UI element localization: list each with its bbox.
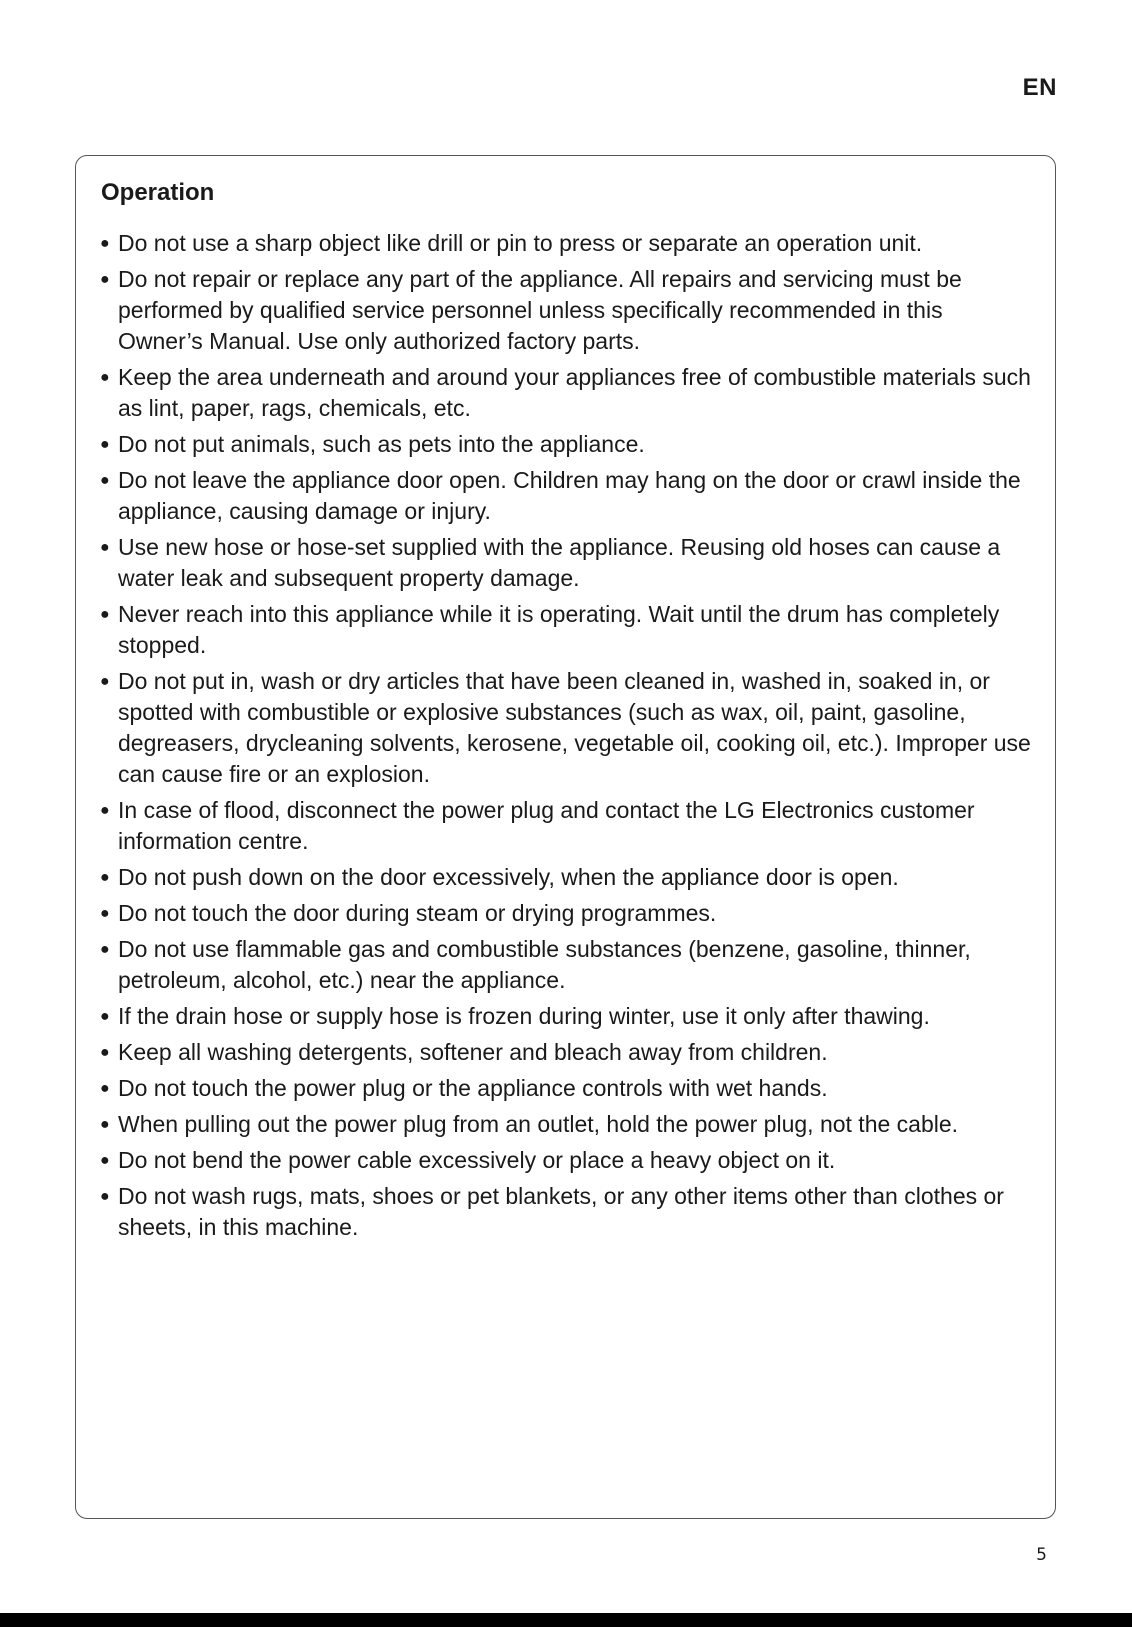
- list-item: [98, 1145, 1033, 1176]
- list-item-text: Do not touch the door during steam or drying programmes.: [118, 900, 717, 926]
- bullet-icon: ●: [100, 1044, 110, 1061]
- list-item-text: Do not put in, wash or dry articles that have been cleaned in, washed in, soaked in, or spotted with combustible or explosive substances (such as wax, oil, paint, gasoline, degreasers, drycleaning solvents, kerosene, vegetable oil, cooking oil, etc.). Improper use can cause fire or an explosion.: [118, 668, 1031, 787]
- bullet-icon: ●: [100, 369, 110, 386]
- operation-section: [75, 155, 1056, 1519]
- list-item: [98, 362, 1033, 424]
- list-item-text: Never reach into this appliance while it is operating. Wait until the drum has completely stopped.: [118, 601, 1000, 658]
- list-item-text: When pulling out the power plug from an outlet, hold the power plug, not the cable.: [118, 1111, 959, 1137]
- list-item-text: Do not touch the power plug or the appliance controls with wet hands.: [118, 1075, 828, 1101]
- bullet-icon: ●: [100, 941, 110, 958]
- list-item-text: Use new hose or hose-set supplied with the appliance. Reusing old hoses can cause a water leak and subsequent property damage.: [118, 534, 1001, 591]
- list-item: [98, 429, 1033, 460]
- bullet-icon: ●: [100, 472, 110, 489]
- bullet-icon: ●: [100, 1152, 110, 1169]
- bullet-icon: ●: [100, 235, 110, 252]
- list-item-text: If the drain hose or supply hose is frozen during winter, use it only after thawing.: [118, 1003, 930, 1029]
- list-item-text: Do not use flammable gas and combustible substances (benzene, gasoline, thinner, petroleum, alcohol, etc.) near the appliance.: [118, 936, 971, 993]
- bullet-icon: ●: [100, 606, 110, 623]
- section-title: Operation: [101, 179, 215, 206]
- bullet-icon: ●: [100, 1008, 110, 1025]
- list-item: [98, 795, 1033, 857]
- list-item: [98, 934, 1033, 996]
- list-item: [98, 1181, 1033, 1243]
- list-item-text: Do not wash rugs, mats, shoes or pet blankets, or any other items other than clothes or sheets, in this machine.: [118, 1183, 1004, 1240]
- list-item: [98, 1073, 1033, 1104]
- list-item: [98, 862, 1033, 893]
- language-label: EN: [1022, 74, 1057, 101]
- list-item-text: Do not use a sharp object like drill or pin to press or separate an operation unit.: [118, 230, 923, 256]
- list-item-text: Do not bend the power cable excessively or place a heavy object on it.: [118, 1147, 836, 1173]
- list-item: [98, 228, 1033, 259]
- list-item-text: Do not put animals, such as pets into the appliance.: [118, 431, 645, 457]
- list-item: [98, 465, 1033, 527]
- list-item: [98, 666, 1033, 790]
- bullet-icon: ●: [100, 1116, 110, 1133]
- list-item: [98, 264, 1033, 357]
- list-item-text: Do not repair or replace any part of the appliance. All repairs and servicing must be performed by qualified service personnel unless specifically recommended in this Owner’s Manual. Use only authorized factory parts.: [118, 266, 962, 354]
- bullet-icon: ●: [100, 802, 110, 819]
- bottom-divider: [0, 1613, 1132, 1627]
- bullet-icon: ●: [100, 539, 110, 556]
- list-item-text: In case of flood, disconnect the power plug and contact the LG Electronics customer information centre.: [118, 797, 975, 854]
- list-item-text: Do not leave the appliance door open. Children may hang on the door or crawl inside the appliance, causing damage or injury.: [118, 467, 1021, 524]
- list-item: [98, 532, 1033, 594]
- list-item-text: Keep the area underneath and around your appliances free of combustible materials such as lint, paper, rags, chemicals, etc.: [118, 364, 1031, 421]
- list-item: [98, 1109, 1033, 1140]
- list-item-text: Keep all washing detergents, softener and bleach away from children.: [118, 1039, 828, 1065]
- bullet-icon: ●: [100, 271, 110, 288]
- bullet-icon: ●: [100, 1188, 110, 1205]
- list-item-text: Do not push down on the door excessively, when the appliance door is open.: [118, 864, 899, 890]
- list-item: [98, 599, 1033, 661]
- list-item: [98, 898, 1033, 929]
- list-item: [98, 1037, 1033, 1068]
- bullet-icon: ●: [100, 869, 110, 886]
- bullet-icon: ●: [100, 905, 110, 922]
- bullet-icon: ●: [100, 1080, 110, 1097]
- operation-list: [98, 228, 1033, 1248]
- bullet-icon: ●: [100, 673, 110, 690]
- page-number: 5: [1036, 1545, 1047, 1565]
- list-item: [98, 1001, 1033, 1032]
- bullet-icon: ●: [100, 436, 110, 453]
